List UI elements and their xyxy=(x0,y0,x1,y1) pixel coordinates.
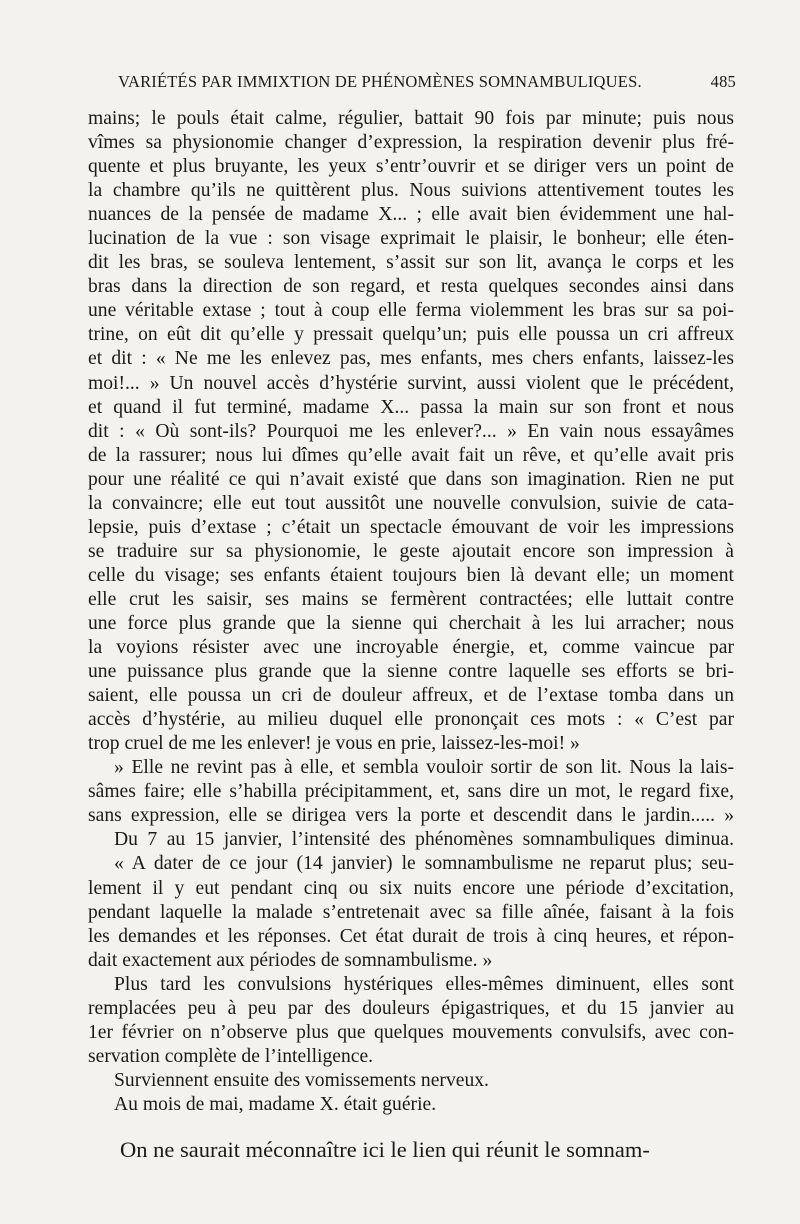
paragraph-gap xyxy=(88,1117,734,1135)
text-line: sans expression, elle se dirigea vers la porte et descendit dans le jardin..... » xyxy=(88,805,734,827)
text-line: les demandes et les réponses. Cet état durait de trois à cinq heures, et répon- xyxy=(88,925,734,947)
text-line: vîmes sa physionomie changer d’expression, la respiration devenir plus fré- xyxy=(88,132,734,154)
text-line: celle du visage; ses enfants étaient toujours bien là devant elle; un moment xyxy=(88,564,734,586)
text-line: pendant laquelle la malade s’entretenait avec sa fille aînée, faisant à la fois xyxy=(88,901,734,923)
text-line: nuances de la pensée de madame X... ; elle avait bien évidemment une hal- xyxy=(88,204,734,226)
text-line: accès d’hystérie, au milieu duquel elle prononçait ces mots : « C’est par xyxy=(88,709,734,731)
text-line: bras dans la direction de son regard, et resta quelques secondes ainsi dans xyxy=(88,276,734,298)
text-line: dait exactement aux périodes de somnambulisme. » xyxy=(88,949,493,971)
text-line: une puissance plus grande que la sienne contre laquelle ses efforts se bri- xyxy=(88,661,734,683)
text-line: trop cruel de me les enlever! je vous en prie, laissez-les-moi! » xyxy=(88,733,580,755)
text-line: la voyions résister avec une incroyable énergie, et, comme vaincue par xyxy=(88,637,734,659)
running-title: VARIÉTÉS PAR IMMIXTION DE PHÉNOMÈNES SOMNAMBULIQUES. xyxy=(118,72,642,91)
text-line: sâmes faire; elle s’habilla précipitamment, et, sans dire un mot, le regard fixe, xyxy=(88,781,734,803)
text-line: moi!... » Un nouvel accès d’hystérie survint, aussi violent que le précédent, xyxy=(88,372,734,394)
text-line: et quand il fut terminé, madame X... passa la main sur son front et nous xyxy=(88,396,734,418)
text-line: mains; le pouls était calme, régulier, battait 90 fois par minute; puis nous xyxy=(88,108,734,129)
text-line: et dit : « Ne me les enlevez pas, mes enfants, mes chers enfants, laissez-les xyxy=(88,348,734,370)
text-line: lucination de la vue : son visage exprimait le plaisir, le bonheur; elle éten- xyxy=(88,228,734,250)
text-line: 1er février on n’observe plus que quelques mouvements convulsifs, avec con- xyxy=(88,1021,734,1043)
text-line: servation complète de l’intelligence. xyxy=(88,1045,374,1067)
text-line: une force plus grande que la sienne qui cherchait à les lui arracher; nous xyxy=(88,612,734,634)
body-text xyxy=(88,107,734,1165)
text-line: remplacées peu à peu par des douleurs épigastriques, et du 15 janvier au xyxy=(88,997,734,1019)
text-line: « A dater de ce jour (14 janvier) le somnambulisme ne reparut plus; seu- xyxy=(114,853,734,875)
text-line: elle crut les saisir, ses mains se fermèrent contractées; elle luttait contre xyxy=(88,588,734,610)
text-line: Du 7 au 15 janvier, l’intensité des phénomènes somnambuliques diminua. xyxy=(114,829,734,851)
text-line: pour une réalité ce qui n’avait existé que dans son imagination. Rien ne put xyxy=(88,468,734,490)
text-line: une véritable extase ; tout à coup elle ferma violemment les bras sur sa poi- xyxy=(88,300,734,322)
page-number: 485 xyxy=(710,72,736,91)
text-line: Au mois de mai, madame X. était guérie. xyxy=(114,1093,437,1115)
text-line: » Elle ne revint pas à elle, et sembla vouloir sortir de son lit. Nous la lais- xyxy=(114,757,734,779)
text-line: lepsie, puis d’extase ; c’était un spectacle émouvant de voir les impressions xyxy=(88,516,734,538)
paragraph-lines xyxy=(88,107,734,1117)
text-line: Plus tard les convulsions hystériques elles-mêmes diminuent, elles sont xyxy=(114,973,734,995)
text-line: se traduire sur sa physionomie, le geste ajoutait encore son impression à xyxy=(88,540,734,562)
page-header xyxy=(118,72,736,92)
text-line: lement il y eut pendant cinq ou six nuits encore une période d’excitation, xyxy=(88,877,734,899)
text-line: la convaincre; elle eut tout aussitôt une nouvelle convulsion, suivie de cata- xyxy=(88,492,734,514)
final-line: On ne saurait méconnaître ici le lien qui réunit le somnam- xyxy=(120,1136,650,1162)
text-line: la chambre qu’ils ne quittèrent plus. Nous suivions attentivement toutes les xyxy=(88,180,734,202)
text-line: dit les bras, se souleva lentement, s’assit sur son lit, avança le corps et les xyxy=(88,252,734,274)
text-line: de la rassurer; nous lui dîmes qu’elle avait fait un rêve, et qu’elle avait pris xyxy=(88,444,734,466)
text-line: Surviennent ensuite des vomissements nerveux. xyxy=(114,1069,489,1091)
text-line: trine, on eût dit qu’elle y pressait quelqu’un; puis elle poussa un cri affreux xyxy=(88,324,734,346)
text-line: quente et plus bruyante, les yeux s’entr’ouvrir et se diriger vers un point de xyxy=(88,156,734,178)
text-line: dit : « Où sont-ils? Pourquoi me les enlever?... » En vain nous essayâmes xyxy=(88,420,734,442)
text-line: saient, elle poussa un cri de douleur affreux, et de l’extase tomba dans un xyxy=(88,685,734,707)
